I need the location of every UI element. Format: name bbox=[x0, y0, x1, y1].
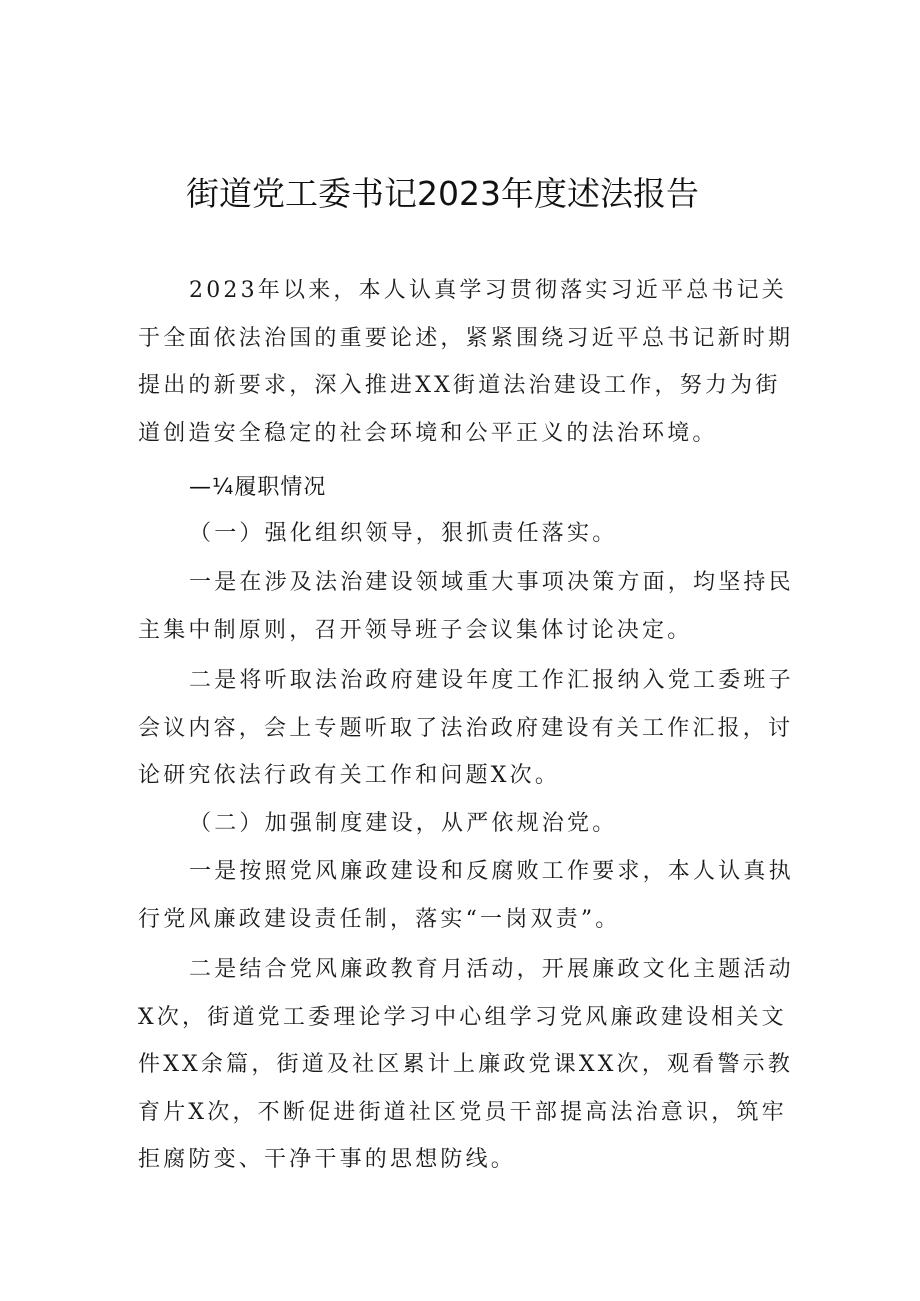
subsection-heading-2: （二）加强制度建设，从严依规治党。 bbox=[189, 811, 618, 836]
subsection-2-paragraph-1: 一是按照党风廉政建设和反腐败工作要求，本人认真执行党风廉政建设责任制，落实“一岗双责”。 bbox=[138, 859, 794, 932]
subsection-1-paragraph-2: 二是将听取法治政府建设年度工作汇报纳入党工委班子会议内容，会上专题听取了法治政府建设有关工作汇报，讨论研究依法行政有关工作和问题X次。 bbox=[138, 668, 794, 788]
document-title: 街道党工委书记2023年度述法报告 bbox=[186, 174, 699, 213]
subsection-2-paragraph-2: 二是结合党风廉政教育月活动，开展廉政文化主题活动X次，街道党工委理论学习中心组学习党风廉政建设相关文件XX余篇，街道及社区累计上廉政党课XX次，观看警示教育片X次，不断促进街道社区党员干部提高法治意识，筑牢拒腐防变、干净干事的思想防线。 bbox=[138, 957, 794, 1172]
section-heading-performance: —¼履职情况 bbox=[189, 475, 327, 500]
subsection-heading-1: （一）强化组织领导，狠抓责任落实。 bbox=[189, 521, 618, 546]
subsection-1-paragraph-1: 一是在涉及法治建设领域重大事项决策方面，均坚持民主集中制原则，召开领导班子会议集体讨论决定。 bbox=[138, 570, 794, 643]
intro-paragraph: 2023年以来，本人认真学习贯彻落实习近平总书记关于全面依法治国的重要论述，紧紧围绕习近平总书记新时期提出的新要求，深入推进XX街道法治建设工作，努力为街道创造安全稳定的社会环境和公平正义的法治环境。 bbox=[138, 278, 794, 446]
